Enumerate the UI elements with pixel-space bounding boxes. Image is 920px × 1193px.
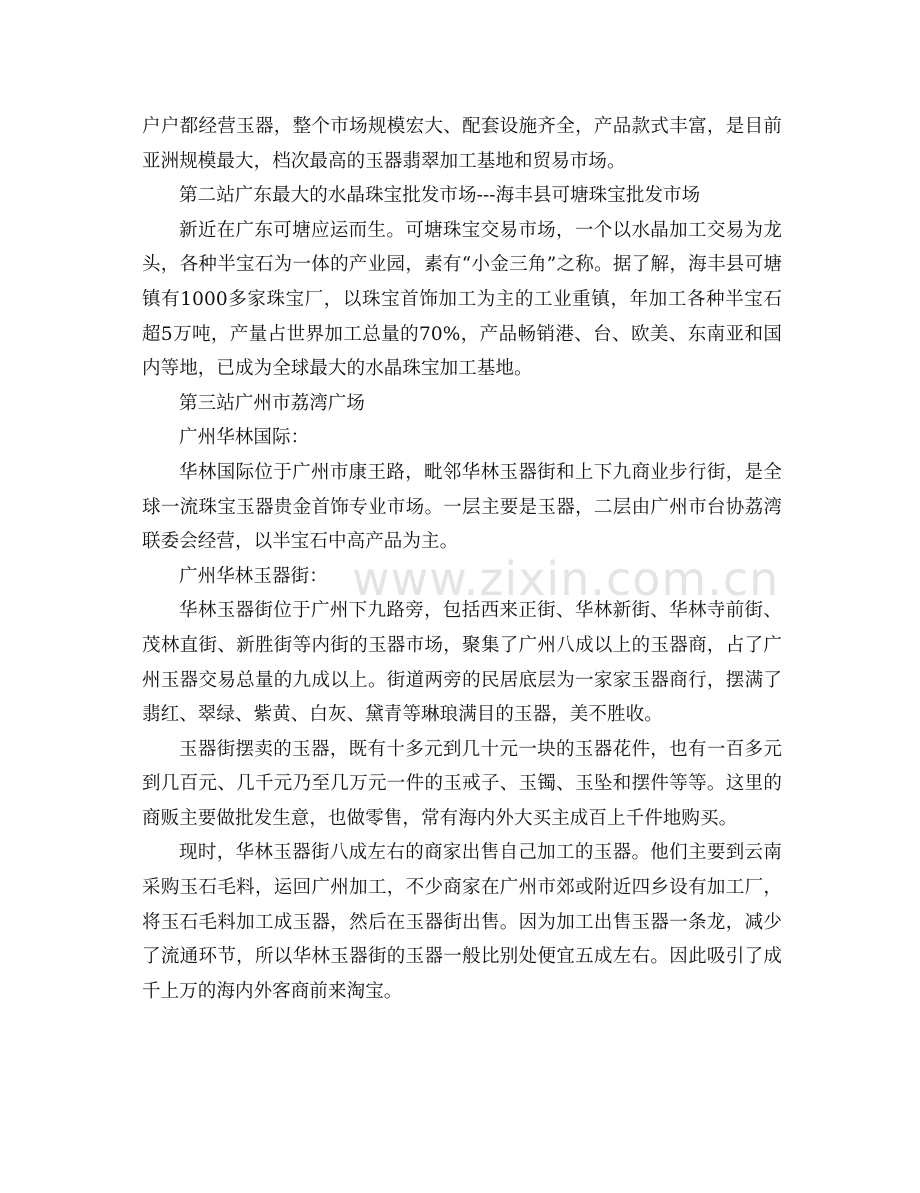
paragraph-intro: 户户都经营玉器，整个市场规模宏大、配套设施齐全，产品款式丰富，是目前亚洲规模最大，档次最高的玉器翡翠加工基地和贸易市场。 — [142, 116, 782, 172]
paragraph-ketang: 新近在广东可塘应运而生。可塘珠宝交易市场，一个以水晶加工交易为龙头，各种半宝石为一体的产业园，素有“小金三角”之称。据了解，海丰县可塘镇有1000多家珠宝厂，以珠宝首饰加工为主的工业重镇，年加工各种半宝石超5万吨，产量占世界加工总量的70%，产品畅销港、台、欧美、东南亚和国内等地，已成为全球最大的水晶珠宝加工基地。 — [142, 219, 782, 380]
heading-hualin-jade-street: 广州华林玉器街： — [179, 565, 328, 587]
paragraph-hualin-jade-street: 华林玉器街位于广州下九路旁，包括西来正街、华林新街、华林寺前街、茂林直街、新胜街等内街的玉器市场，聚集了广州八成以上的玉器商，占了广州玉器交易总量的九成以上。街道两旁的民居底层为一家家玉器商行，摆满了翡红、翠绿、紫黄、白灰、黛青等琳琅满目的玉器，美不胜收。 — [142, 600, 782, 726]
heading-station-2: 第二站广东最大的水晶珠宝批发市场---海丰县可塘珠宝批发市场 — [179, 185, 701, 207]
watermark: www.zixin.com.cn — [352, 552, 780, 606]
heading-hualin-international: 广州华林国际： — [179, 427, 310, 449]
paragraph-hualin-international: 华林国际位于广州市康王路，毗邻华林玉器街和上下九商业步行街，是全球一流珠宝玉器贵金首饰专业市场。一层主要是玉器，二层由广州市台协荔湾联委会经营，以半宝石中高产品为主。 — [142, 461, 782, 553]
heading-station-3: 第三站广州市荔湾广场 — [179, 392, 366, 414]
paragraph-merchants: 现时，华林玉器街八成左右的商家出售自己加工的玉器。他们主要到云南采购玉石毛料，运回广州加工，不少商家在广州市郊或附近四乡设有加工厂，将玉石毛料加工成玉器，然后在玉器街出售。因为加工出售玉器一条龙，减少了流通环节，所以华林玉器街的玉器一般比别处便宜五成左右。因此吸引了成千上万的海内外客商前来淘宝。 — [142, 842, 782, 1002]
document-body — [142, 110, 782, 1009]
paragraph-jade-prices: 玉器街摆卖的玉器，既有十多元到几十元一块的玉器花件，也有一百多元到几百元、几千元乃至几万元一件的玉戒子、玉镯、玉坠和摆件等等。这里的商贩主要做批发生意，也做零售，常有海内外大买主成百上千件地购买。 — [142, 738, 782, 829]
